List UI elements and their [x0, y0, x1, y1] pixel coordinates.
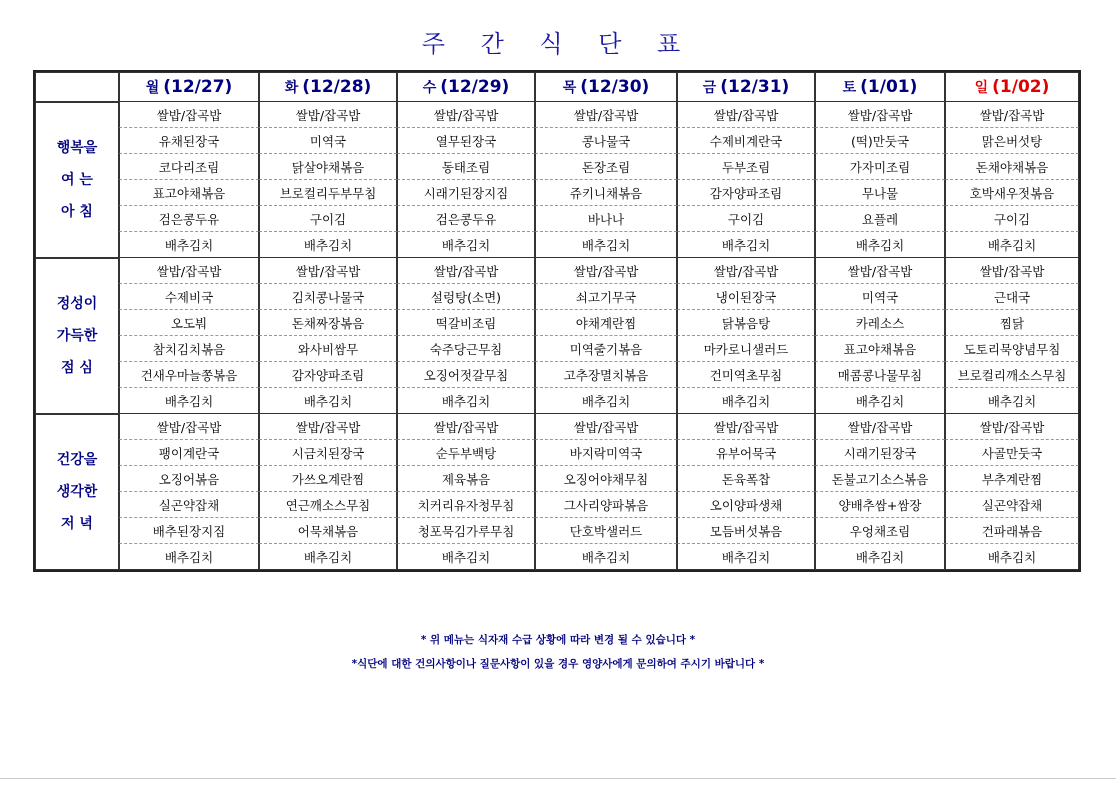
weekday-label: 화: [284, 80, 299, 96]
dish-cell: 무나물: [815, 180, 945, 206]
dish-cell: 쌀밥/잡곡밥: [535, 414, 677, 440]
page-title: 주 간 식 단 표: [421, 30, 695, 58]
dish-cell: 배추김치: [119, 232, 259, 258]
day-header-2: [397, 72, 535, 102]
dish-cell: 마카로니샐러드: [677, 336, 815, 362]
dish-cell: 쌀밥/잡곡밥: [259, 102, 397, 128]
table-row: [35, 206, 1079, 232]
weekday-label: 토: [842, 80, 857, 96]
dish-cell: 유채된장국: [119, 128, 259, 154]
dish-cell: 맑은버섯탕: [945, 128, 1079, 154]
dish-cell: 쌀밥/잡곡밥: [535, 102, 677, 128]
day-header-3: [535, 72, 677, 102]
dish-cell: 수제비계란국: [677, 128, 815, 154]
dish-cell: 카레소스: [815, 310, 945, 336]
day-header-0: [119, 72, 259, 102]
table-row: [35, 362, 1079, 388]
meal-label-line: 건강을: [56, 452, 98, 468]
dish-cell: 돈장조림: [535, 154, 677, 180]
dish-cell: 부추계란찜: [945, 466, 1079, 492]
dish-cell: 모듬버섯볶음: [677, 518, 815, 544]
dish-cell: 쌀밥/잡곡밥: [119, 414, 259, 440]
dish-cell: 배추김치: [535, 388, 677, 414]
dish-cell: 쌀밥/잡곡밥: [397, 414, 535, 440]
dish-cell: 수제비국: [119, 284, 259, 310]
dish-cell: 도토리묵양념무침: [945, 336, 1079, 362]
weekday-label: 수: [422, 80, 437, 96]
dish-cell: 구이김: [677, 206, 815, 232]
dish-cell: 김치콩나물국: [259, 284, 397, 310]
dish-cell: 오징어볶음: [119, 466, 259, 492]
dish-cell: 브로컬리두부무침: [259, 180, 397, 206]
meal-label-line: 아 침: [61, 204, 93, 220]
dish-cell: 설렁탕(소면): [397, 284, 535, 310]
notice-supply: * 위 메뉴는 식자재 수급 상황에 따라 변경 될 수 있습니다 *: [420, 634, 696, 646]
dish-cell: 우엉채조림: [815, 518, 945, 544]
dish-cell: 가쓰오계란찜: [259, 466, 397, 492]
dish-cell: 구이김: [945, 206, 1079, 232]
dish-cell: 바나나: [535, 206, 677, 232]
date-label: (12/31): [720, 77, 790, 97]
dish-cell: 호박새우젓볶음: [945, 180, 1079, 206]
dish-cell: 쌀밥/잡곡밥: [945, 414, 1079, 440]
meal-label-line: 저 녁: [61, 516, 93, 532]
meal-label-2: [35, 414, 119, 570]
table-row: [35, 102, 1079, 128]
dish-cell: 건미역초무침: [677, 362, 815, 388]
meal-label-line: 점 심: [61, 360, 93, 376]
dish-cell: 팽이계란국: [119, 440, 259, 466]
weekday-label: 목: [562, 80, 577, 96]
dish-cell: 제육볶음: [397, 466, 535, 492]
dish-cell: 배추김치: [945, 232, 1079, 258]
dish-cell: 실곤약잡채: [945, 492, 1079, 518]
dish-cell: 그사리양파볶음: [535, 492, 677, 518]
table-row: [35, 388, 1079, 414]
day-header-row: [35, 72, 1079, 102]
dish-cell: 배추김치: [677, 232, 815, 258]
day-header-6: [945, 72, 1079, 102]
dish-cell: 치커리유자청무침: [397, 492, 535, 518]
weekly-menu-table: [33, 70, 1081, 572]
dish-cell: 배추김치: [259, 388, 397, 414]
dish-cell: 가자미조림: [815, 154, 945, 180]
dish-cell: 오징어야채무침: [535, 466, 677, 492]
dish-cell: 참치김치볶음: [119, 336, 259, 362]
dish-cell: 유부어묵국: [677, 440, 815, 466]
dish-cell: 냉이된장국: [677, 284, 815, 310]
meal-label-line: 여 는: [61, 172, 93, 188]
table-row: [35, 128, 1079, 154]
dish-cell: 쌀밥/잡곡밥: [119, 102, 259, 128]
dish-cell: 쌀밥/잡곡밥: [119, 258, 259, 284]
dish-cell: 사골만둣국: [945, 440, 1079, 466]
dish-cell: 쌀밥/잡곡밥: [397, 102, 535, 128]
dish-cell: 배추김치: [535, 544, 677, 570]
dish-cell: 시래기된장지짐: [397, 180, 535, 206]
table-row: [35, 518, 1079, 544]
meal-label-line: 생각한: [56, 484, 98, 500]
dish-cell: 오이양파생채: [677, 492, 815, 518]
dish-cell: 미역줄기볶음: [535, 336, 677, 362]
dish-cell: (떡)만둣국: [815, 128, 945, 154]
table-row: [35, 336, 1079, 362]
dish-cell: 배추된장지짐: [119, 518, 259, 544]
dish-cell: 건새우마늘쫑볶음: [119, 362, 259, 388]
dish-cell: 바지락미역국: [535, 440, 677, 466]
date-label: (12/27): [163, 77, 233, 97]
dish-cell: 쌀밥/잡곡밥: [815, 414, 945, 440]
dish-cell: 건파래볶음: [945, 518, 1079, 544]
dish-cell: 쌀밥/잡곡밥: [945, 102, 1079, 128]
dish-cell: 오징어젓갈무침: [397, 362, 535, 388]
weekday-label: 일: [974, 80, 989, 96]
meal-label-0: [35, 102, 119, 258]
dish-cell: 시래기된장국: [815, 440, 945, 466]
dish-cell: 돈채짜장볶음: [259, 310, 397, 336]
dish-cell: 미역국: [259, 128, 397, 154]
day-header-4: [677, 72, 815, 102]
dish-cell: 코다리조림: [119, 154, 259, 180]
dish-cell: 배추김치: [677, 544, 815, 570]
dish-cell: 순두부백탕: [397, 440, 535, 466]
meal-label-line: 가득한: [56, 328, 98, 344]
dish-cell: 배추김치: [677, 388, 815, 414]
dish-cell: 연근깨소스무침: [259, 492, 397, 518]
dish-cell: 실곤약잡채: [119, 492, 259, 518]
dish-cell: 배추김치: [815, 388, 945, 414]
day-header-1: [259, 72, 397, 102]
dish-cell: 구이김: [259, 206, 397, 232]
dish-cell: 어묵채볶음: [259, 518, 397, 544]
table-row: [35, 440, 1079, 466]
dish-cell: 쥬키니채볶음: [535, 180, 677, 206]
dish-cell: 콩나물국: [535, 128, 677, 154]
table-row: [35, 154, 1079, 180]
dish-cell: 근대국: [945, 284, 1079, 310]
dish-cell: 배추김치: [259, 544, 397, 570]
dish-cell: 배추김치: [945, 388, 1079, 414]
dish-cell: 쌀밥/잡곡밥: [677, 102, 815, 128]
dish-cell: 배추김치: [815, 232, 945, 258]
table-row: [35, 414, 1079, 440]
dish-cell: 요플레: [815, 206, 945, 232]
table-row: [35, 284, 1079, 310]
dish-cell: 배추김치: [945, 544, 1079, 570]
dish-cell: 쌀밥/잡곡밥: [815, 258, 945, 284]
dish-cell: 감자양파조림: [677, 180, 815, 206]
notice-inquiry: *식단에 대한 건의사항이나 질문사항이 있을 경우 영양사에게 문의하여 주시기 바랍니다 *: [351, 658, 765, 670]
meal-label-line: 행복을: [56, 140, 98, 156]
meal-label-1: [35, 258, 119, 414]
dish-cell: 야채계란찜: [535, 310, 677, 336]
dish-cell: 쌀밥/잡곡밥: [259, 414, 397, 440]
dish-cell: 쌀밥/잡곡밥: [677, 258, 815, 284]
dish-cell: 오도붜: [119, 310, 259, 336]
dish-cell: 배추김치: [259, 232, 397, 258]
table-row: [35, 180, 1079, 206]
weekday-label: 금: [702, 80, 717, 96]
dish-cell: 매콤콩나물무침: [815, 362, 945, 388]
dish-cell: 돈채야채볶음: [945, 154, 1079, 180]
dish-cell: 열무된장국: [397, 128, 535, 154]
dish-cell: 닭볶음탕: [677, 310, 815, 336]
dish-cell: 배추김치: [535, 232, 677, 258]
dish-cell: 쌀밥/잡곡밥: [815, 102, 945, 128]
page-divider: [0, 778, 1116, 779]
dish-cell: 배추김치: [397, 544, 535, 570]
dish-cell: 쌀밥/잡곡밥: [397, 258, 535, 284]
dish-cell: 표고야채볶음: [815, 336, 945, 362]
table-row: [35, 232, 1079, 258]
dish-cell: 쌀밥/잡곡밥: [535, 258, 677, 284]
dish-cell: 찜닭: [945, 310, 1079, 336]
menu-body: [35, 102, 1079, 570]
dish-cell: 브로컬리깨소스무침: [945, 362, 1079, 388]
dish-cell: 검은콩두유: [119, 206, 259, 232]
header-corner-cell: [35, 72, 119, 102]
dish-cell: 시금치된장국: [259, 440, 397, 466]
dish-cell: 동태조림: [397, 154, 535, 180]
date-label: (12/29): [440, 77, 510, 97]
dish-cell: 미역국: [815, 284, 945, 310]
dish-cell: 배추김치: [119, 388, 259, 414]
dish-cell: 두부조림: [677, 154, 815, 180]
dish-cell: 청포묵김가루무침: [397, 518, 535, 544]
table-row: [35, 544, 1079, 570]
dish-cell: 감자양파조림: [259, 362, 397, 388]
dish-cell: 쌀밥/잡곡밥: [259, 258, 397, 284]
dish-cell: 쌀밥/잡곡밥: [945, 258, 1079, 284]
dish-cell: 쌀밥/잡곡밥: [677, 414, 815, 440]
dish-cell: 검은콩두유: [397, 206, 535, 232]
dish-cell: 단호박샐러드: [535, 518, 677, 544]
date-label: (1/02): [992, 77, 1050, 97]
dish-cell: 와사비쌈무: [259, 336, 397, 362]
day-header-5: [815, 72, 945, 102]
dish-cell: 떡갈비조림: [397, 310, 535, 336]
table-row: [35, 310, 1079, 336]
weekday-label: 월: [145, 80, 160, 96]
dish-cell: 배추김치: [397, 232, 535, 258]
dish-cell: 돈불고기소스볶음: [815, 466, 945, 492]
date-label: (12/28): [302, 77, 372, 97]
dish-cell: 고추장멸치볶음: [535, 362, 677, 388]
dish-cell: 쇠고기무국: [535, 284, 677, 310]
table-row: [35, 258, 1079, 284]
dish-cell: 돈육폭찹: [677, 466, 815, 492]
table-row: [35, 492, 1079, 518]
dish-cell: 양배추쌈+쌈장: [815, 492, 945, 518]
date-label: (1/01): [860, 77, 918, 97]
dish-cell: 닭살야채볶음: [259, 154, 397, 180]
dish-cell: 배추김치: [119, 544, 259, 570]
dish-cell: 숙주당근무침: [397, 336, 535, 362]
dish-cell: 배추김치: [397, 388, 535, 414]
meal-label-line: 정성이: [56, 296, 98, 312]
dish-cell: 표고야채볶음: [119, 180, 259, 206]
date-label: (12/30): [580, 77, 650, 97]
table-row: [35, 466, 1079, 492]
dish-cell: 배추김치: [815, 544, 945, 570]
